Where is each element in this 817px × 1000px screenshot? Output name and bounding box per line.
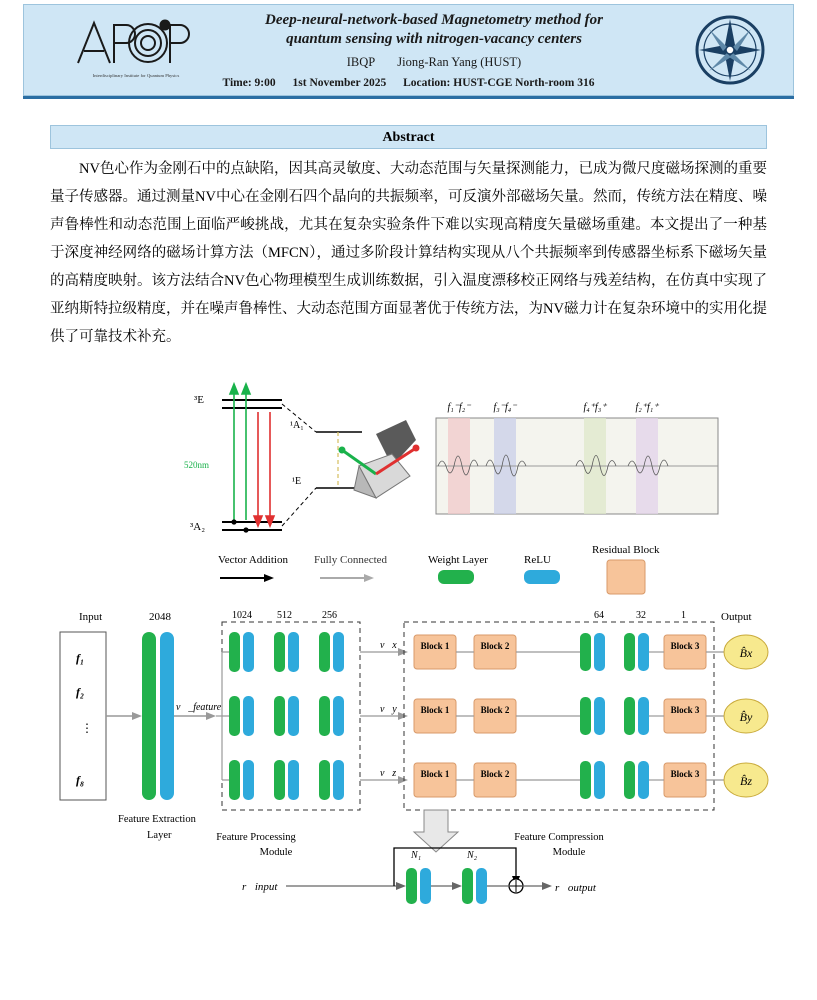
- talk-title: [219, 11, 649, 70]
- speaker-row: [219, 55, 649, 70]
- compression-size-32: 32: [636, 610, 646, 621]
- legend-relu-label: ReLU: [524, 554, 551, 566]
- block-label-y2: Block 2: [480, 705, 510, 715]
- feature-extraction-blue-layer: [160, 632, 174, 800]
- spectrum-label-3: f₄⁺f₃⁺: [583, 402, 607, 413]
- legend-fully-connected-label: Fully Connected: [314, 554, 388, 566]
- compression-caption-1: Feature Compression: [514, 832, 604, 843]
- abstract-body: [50, 155, 767, 351]
- expand-arrow-icon: [414, 810, 458, 852]
- input-node-8: f₈: [76, 773, 85, 787]
- block-label-y1: Block 1: [420, 705, 450, 715]
- meta-time: Time: 9:00: [222, 77, 276, 89]
- spectrum-label-4: f₂⁺f₁⁺: [635, 402, 659, 413]
- block-label-y3: Block 3: [670, 705, 700, 715]
- title-line-1: Deep-neural-network-based Magnetometry method for: [265, 12, 603, 28]
- feature-extraction-caption-2: Layer: [147, 830, 172, 841]
- legend-swatch-green: [438, 570, 474, 584]
- feature-vector-label: v⃗_feature: [176, 702, 222, 713]
- processing-caption-2: Module: [259, 847, 293, 858]
- institute-logo: [66, 13, 206, 83]
- block-label-x2: Block 2: [480, 641, 510, 651]
- legend-vector-addition-label: Vector Addition: [218, 554, 288, 566]
- block-label-z1: Block 1: [420, 769, 450, 779]
- compression-size-64: 64: [594, 610, 604, 621]
- odmr-spectrum: [436, 402, 718, 514]
- speaker-name: Jiong-Ran Yang (HUST): [397, 55, 522, 69]
- legend-arrow-gray-icon: [364, 574, 374, 582]
- residual-n2-label: N₂: [467, 850, 478, 861]
- residual-output-label: r⃗output: [555, 882, 596, 894]
- branch-vector-y: v⃗y: [380, 704, 397, 715]
- meta-location: Location: HUST-CGE North-room 316: [403, 77, 595, 89]
- output-bx-label: B̂x: [739, 646, 753, 660]
- block-label-x3: Block 3: [670, 641, 700, 651]
- processing-branch-z: [229, 760, 344, 800]
- legend-swatch-orange: [607, 560, 645, 594]
- block-label-z3: Block 3: [670, 769, 700, 779]
- input-node-2: f₂: [76, 685, 85, 699]
- title-line-2: quantum sensing with nitrogen-vacancy centers: [286, 31, 582, 47]
- excitation-label: 520nm: [184, 460, 210, 470]
- legend-swatch-blue: [524, 570, 560, 584]
- energy-level-diagram: [184, 384, 362, 533]
- residual-n1-label: N₁: [411, 850, 422, 861]
- meta-date: 1st November 2025: [292, 77, 387, 89]
- legend-weight-layer-label: Weight Layer: [428, 554, 488, 566]
- level-3A2-label: ³A₂: [190, 521, 206, 533]
- branch-vector-z: v⃗z: [380, 768, 397, 779]
- output-by-label: B̂y: [739, 710, 753, 724]
- feature-extraction-size: 2048: [149, 611, 171, 623]
- input-node-1: f₁: [76, 651, 85, 665]
- input-node-ellipsis: ⋮: [81, 721, 93, 735]
- residual-input-label: r⃗input: [242, 881, 278, 893]
- input-label: Input: [79, 611, 103, 623]
- spectrum-label-1: f₁⁻f₂⁻: [447, 402, 471, 413]
- block-label-x1: Block 1: [420, 641, 450, 651]
- header-divider: [23, 96, 794, 99]
- legend-residual-label: Residual Block: [592, 544, 660, 556]
- branch-vector-x: v⃗x: [380, 640, 397, 651]
- network-architecture: [60, 610, 768, 858]
- abstract-heading: Abstract: [50, 125, 767, 149]
- processing-branch-y: [229, 696, 344, 736]
- talk-meta: [24, 77, 793, 89]
- abstract-paragraph: NV色心作为金刚石中的点缺陷，因其高灵敏度、大动态范围与矢量探测能力，已成为微尺度磁场探测的重要量子传感器。通过测量NV中心在金刚石四个晶向的共振频率，可反演外部磁场矢量。然而，传统方法在精度、噪声鲁棒性和动态范围上面临严峻挑战，尤其在复杂实验条件下难以实现高精度矢量磁场重建。本文提出了一种基于深度神经网络的磁场计算方法（MFCN），通过多阶段计算结构实现从八个共振频率到传感器坐标系下磁场矢量的高精度映射。该方法结合NV色心物理模型生成训练数据，引入温度漂移校正网络与残差结构，在仿真中实现了亚纳斯特拉级精度，并在噪声鲁棒性、大动态范围方面显著优于传统方法，为NV磁力计在复杂环境中的实用化提供了可靠技术补充。: [50, 161, 767, 345]
- processing-size-512: 512: [277, 610, 292, 621]
- feature-extraction-caption-1: Feature Extraction: [118, 814, 196, 825]
- level-3E-label: ³E: [194, 394, 205, 406]
- legend-arrow-black-icon: [264, 574, 274, 582]
- output-label: Output: [721, 611, 752, 623]
- level-1E-label: ¹E: [292, 476, 302, 487]
- institute-logo-caption: Interdisciplinary Institute for Quantum Physics: [92, 73, 180, 78]
- processing-branch-x: [229, 632, 344, 672]
- compression-size-1: 1: [681, 610, 686, 621]
- level-1A1-label: ¹A₁: [290, 420, 304, 431]
- processing-size-1024: 1024: [232, 610, 252, 621]
- residual-block-detail: [242, 848, 597, 904]
- processing-size-256: 256: [322, 610, 337, 621]
- output-bz-label: B̂z: [740, 774, 752, 788]
- organization: IBQP: [346, 55, 376, 69]
- feature-extraction-green-layer: [142, 632, 156, 800]
- figure-legend: [218, 544, 660, 594]
- processing-caption-1: Feature Processing: [216, 832, 296, 843]
- block-label-z2: Block 2: [480, 769, 510, 779]
- header-banner: [23, 4, 794, 96]
- compression-caption-2: Module: [552, 847, 586, 858]
- figure-panel: [24, 370, 794, 930]
- spectrum-label-2: f₃⁻f₄⁻: [493, 402, 517, 413]
